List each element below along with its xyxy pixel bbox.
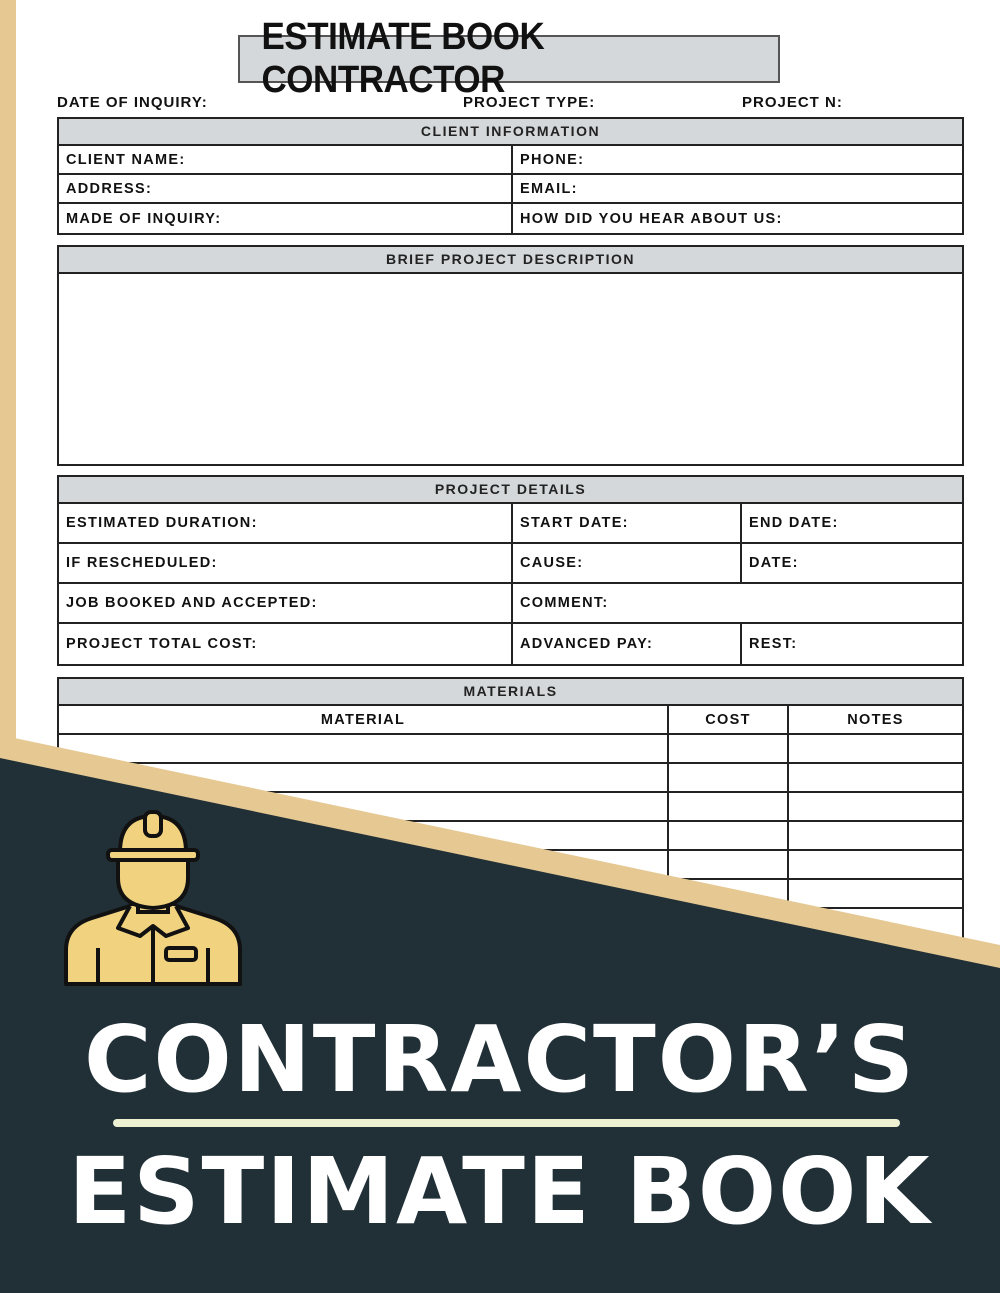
date-of-inquiry-label: DATE OF INQUIRY:	[57, 94, 208, 111]
materials-header: MATERIALS	[59, 679, 962, 706]
how-did-you-hear-field[interactable]: HOW DID YOU HEAR ABOUT US:	[520, 210, 783, 227]
client-information-header: CLIENT INFORMATION	[59, 119, 962, 146]
cover-title-line-2: ESTIMATE BOOK	[68, 1138, 932, 1245]
advanced-pay-field[interactable]: ADVANCED PAY:	[513, 624, 742, 664]
cause-field[interactable]: CAUSE:	[513, 544, 742, 582]
cost-column-header: COST	[669, 706, 789, 733]
form-title: ESTIMATE BOOK CONTRACTOR	[261, 16, 545, 101]
job-booked-field[interactable]: JOB BOOKED AND ACCEPTED:	[59, 584, 513, 622]
notes-column-header: NOTES	[847, 711, 904, 728]
client-name-field[interactable]: CLIENT NAME:	[59, 146, 513, 173]
comment-field[interactable]: COMMENT:	[520, 595, 609, 611]
material-column-header: MATERIAL	[59, 706, 669, 733]
project-type-label: PROJECT TYPE:	[463, 94, 596, 111]
reschedule-date-field[interactable]: DATE:	[749, 555, 799, 571]
estimated-duration-field[interactable]: ESTIMATED DURATION:	[59, 504, 513, 542]
cover-title-line-1: CONTRACTOR’S	[83, 1006, 917, 1113]
if-rescheduled-field[interactable]: IF RESCHEDULED:	[59, 544, 513, 582]
project-number-label: PROJECT N:	[742, 94, 843, 111]
cover-divider	[113, 1119, 900, 1127]
project-description-header: BRIEF PROJECT DESCRIPTION	[59, 247, 962, 274]
end-date-field[interactable]: END DATE:	[749, 515, 839, 531]
start-date-field[interactable]: START DATE:	[513, 504, 742, 542]
phone-field[interactable]: PHONE:	[520, 151, 585, 168]
project-details-header: PROJECT DETAILS	[59, 477, 962, 504]
made-of-inquiry-field[interactable]: MADE OF INQUIRY:	[59, 204, 513, 233]
construction-worker-icon	[60, 808, 246, 992]
email-field[interactable]: EMAIL:	[520, 180, 578, 197]
project-total-cost-field[interactable]: PROJECT TOTAL COST:	[59, 624, 513, 664]
rest-field[interactable]: REST:	[749, 636, 798, 652]
address-field[interactable]: ADDRESS:	[59, 175, 513, 202]
